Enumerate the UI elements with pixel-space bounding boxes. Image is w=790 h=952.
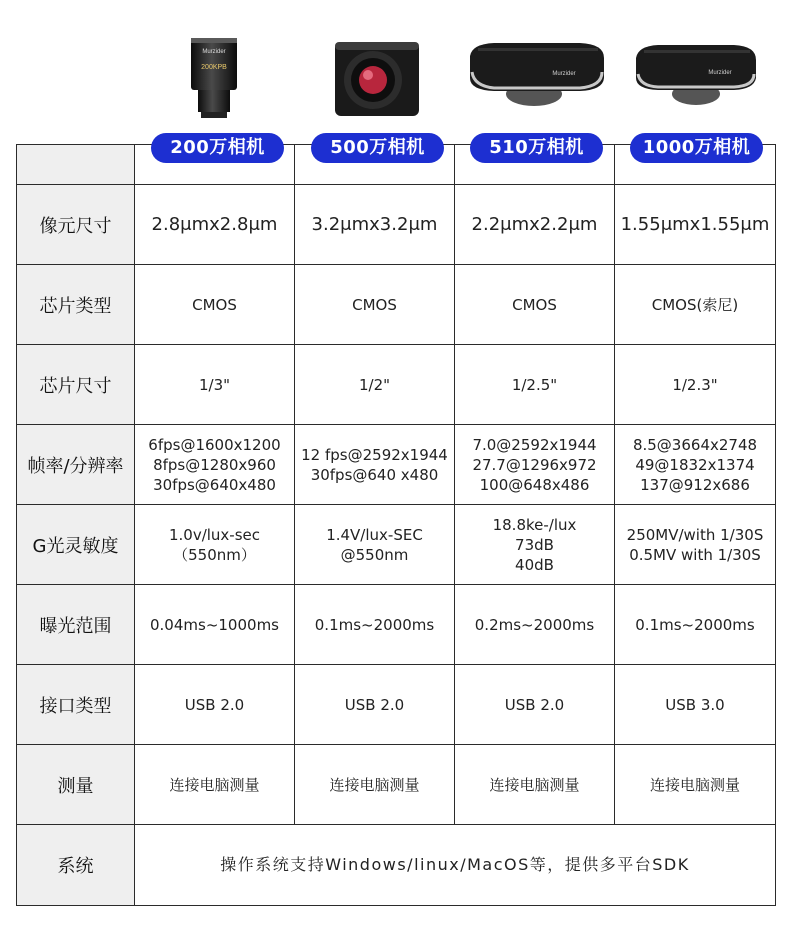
cell-line: 12 fps@2592x1944 xyxy=(301,445,448,464)
cell-line: （550nm） xyxy=(173,545,256,564)
table-row xyxy=(17,505,776,585)
corner-cell xyxy=(17,145,135,185)
camera-logo-text: Murzider xyxy=(708,70,732,76)
table-row xyxy=(17,265,776,345)
table-cell: 1/2.5" xyxy=(455,345,615,425)
product-name-pill: 510万相机 xyxy=(470,133,603,163)
cell-line: 7.0@2592x1944 xyxy=(472,435,597,454)
table-cell: 1/3" xyxy=(135,345,295,425)
product-name-pill: 500万相机 xyxy=(311,133,444,163)
table-cell xyxy=(455,505,615,585)
table-row xyxy=(17,345,776,425)
cell-line: 1.0v/lux-sec xyxy=(168,525,261,544)
cell-line: @550nm xyxy=(340,545,409,564)
c-mount-camera-icon xyxy=(295,28,454,120)
table-cell: 连接电脑测量 xyxy=(455,745,615,825)
table-cell: 1/2.3" xyxy=(615,345,776,425)
cell-line: 30fps@640x480 xyxy=(153,475,276,494)
table-cell xyxy=(615,505,776,585)
table-cell: USB 3.0 xyxy=(615,665,776,745)
table-cell: USB 2.0 xyxy=(135,665,295,745)
table-cell: CMOS xyxy=(295,265,455,345)
table-cell: CMOS xyxy=(135,265,295,345)
table-cell xyxy=(295,505,455,585)
table-row xyxy=(17,425,776,505)
row-label: 系统 xyxy=(17,825,135,906)
row-label: G光灵敏度 xyxy=(17,505,135,585)
cell-line: 137@912x686 xyxy=(640,475,750,494)
table-cell xyxy=(135,425,295,505)
camera-logo-text: Murzider xyxy=(202,49,226,55)
cell-line: 8.5@3664x2748 xyxy=(632,435,758,454)
cell-line: 18.8ke-/lux xyxy=(492,515,577,534)
table-cell xyxy=(135,505,295,585)
table-cell: 0.1ms~2000ms xyxy=(295,585,455,665)
table-cell xyxy=(455,425,615,505)
cell-line: 30fps@640 x480 xyxy=(310,465,439,484)
table-row xyxy=(17,185,776,265)
table-row xyxy=(17,665,776,745)
table-cell xyxy=(615,425,776,505)
cell-line: 0.5MV with 1/30S xyxy=(629,545,761,564)
spec-table xyxy=(16,144,776,906)
product-200 xyxy=(135,0,294,160)
table-row xyxy=(17,585,776,665)
flat-camera-icon xyxy=(454,28,613,120)
cell-line: 49@1832x1374 xyxy=(635,455,755,474)
table-cell: 连接电脑测量 xyxy=(135,745,295,825)
product-510 xyxy=(454,0,613,160)
camera-logo-text: Murzider xyxy=(552,71,576,77)
product-name-pill: 1000万相机 xyxy=(630,133,763,163)
svg-text:200KPB: 200KPB xyxy=(201,64,227,71)
system-support-cell: 操作系统支持Windows/linux/MacOS等，提供多平台SDK xyxy=(135,825,776,906)
row-label: 曝光范围 xyxy=(17,585,135,665)
cell-line: 8fps@1280x960 xyxy=(153,455,276,474)
table-cell: 3.2μmx3.2μm xyxy=(295,185,455,265)
product-header xyxy=(0,0,790,160)
product-name-pill: 200万相机 xyxy=(151,133,284,163)
row-label: 像元尺寸 xyxy=(17,185,135,265)
cell-line: 100@648x486 xyxy=(479,475,590,494)
table-cell: 连接电脑测量 xyxy=(615,745,776,825)
product-500 xyxy=(295,0,454,160)
table-cell: 0.2ms~2000ms xyxy=(455,585,615,665)
cell-line: 250MV/with 1/30S xyxy=(626,525,764,544)
table-cell: CMOS(索尼) xyxy=(615,265,776,345)
table-cell: 1.55μmx1.55μm xyxy=(615,185,776,265)
table-row xyxy=(17,745,776,825)
table-cell: USB 2.0 xyxy=(455,665,615,745)
row-label: 芯片尺寸 xyxy=(17,345,135,425)
table-cell: USB 2.0 xyxy=(295,665,455,745)
row-label: 测量 xyxy=(17,745,135,825)
row-label: 接口类型 xyxy=(17,665,135,745)
table-cell: CMOS xyxy=(455,265,615,345)
cell-line: 6fps@1600x1200 xyxy=(148,435,281,454)
product-1000 xyxy=(614,0,773,160)
eyepiece-camera-icon xyxy=(135,28,294,120)
row-label: 芯片类型 xyxy=(17,265,135,345)
table-cell: 连接电脑测量 xyxy=(295,745,455,825)
cell-line: 73dB xyxy=(515,535,554,554)
table-cell: 0.04ms~1000ms xyxy=(135,585,295,665)
table-row-system xyxy=(17,825,776,906)
cell-line: 27.7@1296x972 xyxy=(472,455,597,474)
table-cell: 2.8μmx2.8μm xyxy=(135,185,295,265)
table-cell: 2.2μmx2.2μm xyxy=(455,185,615,265)
cell-line: 40dB xyxy=(515,555,554,574)
table-cell: 1/2" xyxy=(295,345,455,425)
row-label: 帧率/分辨率 xyxy=(17,425,135,505)
table-cell: 0.1ms~2000ms xyxy=(615,585,776,665)
table-cell xyxy=(295,425,455,505)
cell-line: 1.4V/lux-SEC xyxy=(326,525,423,544)
flat-camera-icon xyxy=(614,28,773,120)
